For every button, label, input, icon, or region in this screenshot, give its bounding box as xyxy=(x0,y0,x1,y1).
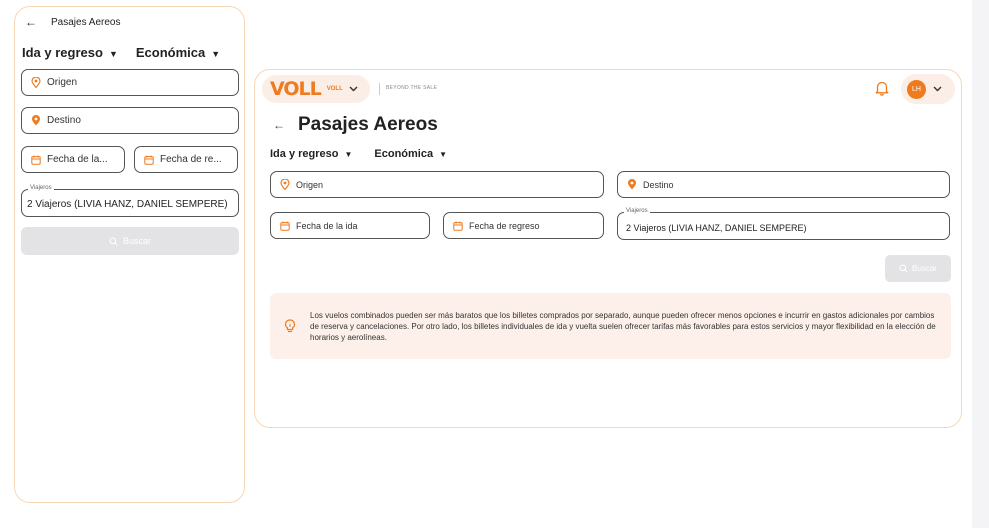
mobile-departure-placeholder: Fecha de la... xyxy=(47,154,108,165)
chevron-down-icon xyxy=(933,84,942,94)
mobile-header xyxy=(25,16,121,28)
mobile-trip-options xyxy=(22,45,220,60)
caret-down-icon: ▼ xyxy=(344,150,353,159)
page-title: Pasajes Aereos xyxy=(298,114,438,135)
travelers-value: 2 Viajeros (LIVIA HANZ, DANIEL SEMPERE) xyxy=(626,223,807,233)
mobile-return-date-field[interactable] xyxy=(134,146,238,173)
mobile-return-placeholder: Fecha de re... xyxy=(160,154,222,165)
mobile-search-label: Buscar xyxy=(122,236,151,246)
calendar-icon xyxy=(280,221,290,231)
mobile-preview-frame xyxy=(14,6,245,503)
origin-placeholder: Origen xyxy=(296,179,324,190)
mobile-cabin-class-label: Económica xyxy=(135,45,206,60)
destination-field[interactable] xyxy=(617,171,950,198)
info-banner xyxy=(270,293,951,359)
mobile-trip-type-label: Ida y regreso xyxy=(22,45,103,60)
mobile-origin-placeholder: Origen xyxy=(47,77,78,88)
destination-placeholder: Destino xyxy=(643,179,674,190)
mobile-departure-date-field[interactable] xyxy=(21,146,125,173)
mobile-cabin-class-select[interactable] xyxy=(136,45,220,60)
mobile-trip-type-select[interactable] xyxy=(22,45,118,60)
departure-date-field[interactable] xyxy=(270,212,430,239)
user-menu[interactable] xyxy=(901,74,955,104)
header-divider xyxy=(379,83,380,95)
lightbulb-icon xyxy=(270,319,310,333)
back-arrow-icon[interactable]: ← xyxy=(273,118,285,132)
brand-selector[interactable] xyxy=(262,75,370,103)
origin-field[interactable] xyxy=(270,171,604,198)
return-date-field[interactable] xyxy=(443,212,604,239)
bell-icon[interactable] xyxy=(875,80,889,96)
calendar-icon xyxy=(144,155,154,165)
desktop-preview-frame xyxy=(254,69,962,428)
calendar-icon xyxy=(31,155,41,165)
cabin-class-select[interactable] xyxy=(374,148,447,160)
location-filled-icon xyxy=(627,179,637,190)
mobile-destination-placeholder: Destino xyxy=(47,115,81,126)
cabin-class-label: Económica xyxy=(374,148,434,160)
departure-placeholder: Fecha de la ida xyxy=(296,220,358,231)
mobile-search-button[interactable] xyxy=(21,227,239,255)
right-scroll-strip xyxy=(972,0,989,528)
search-icon xyxy=(899,264,908,273)
return-placeholder: Fecha de regreso xyxy=(469,220,540,231)
trip-type-select[interactable] xyxy=(270,148,352,160)
chevron-down-icon xyxy=(349,84,358,94)
search-button[interactable] xyxy=(885,255,951,282)
brand-tagline: BEYOND THE SALE xyxy=(386,85,438,91)
desktop-trip-options xyxy=(270,148,447,160)
mobile-destination-field[interactable] xyxy=(21,107,239,134)
location-filled-icon xyxy=(31,115,41,126)
back-arrow-icon[interactable]: ← xyxy=(25,15,37,29)
caret-down-icon: ▼ xyxy=(211,49,221,59)
search-label: Buscar xyxy=(912,264,937,273)
caret-down-icon: ▼ xyxy=(439,150,448,159)
mobile-travelers-field[interactable] xyxy=(21,185,239,217)
brand-selector-label: VOLL xyxy=(326,86,343,92)
search-icon xyxy=(109,237,118,246)
mobile-header-title: Pasajes Aereos xyxy=(51,16,121,28)
caret-down-icon: ▼ xyxy=(108,49,118,59)
trip-type-label: Ida y regreso xyxy=(270,148,339,160)
calendar-icon xyxy=(453,221,463,231)
travelers-label: Viajeros xyxy=(626,208,648,214)
info-banner-text: Los vuelos combinados pueden ser más baratos que los billetes comprados por separado, aunque pueden ofrecer menos opciones e incurrir en gastos adicionales por cambios de reserva y cancelaciones. Por otro lado, los billetes individuales de ida y vuelta suelen ofrecer tarifas más favorables para estos servicios y mayor flexibilidad en la elección de horarios y aerolíneas. xyxy=(310,310,936,342)
mobile-travelers-label: Viajeros xyxy=(30,185,52,191)
location-outline-icon xyxy=(31,77,41,88)
location-outline-icon xyxy=(280,179,290,190)
avatar: LH xyxy=(907,80,926,99)
travelers-field[interactable] xyxy=(617,208,950,240)
mobile-origin-field[interactable] xyxy=(21,69,239,96)
brand-logo: VOLL xyxy=(270,78,321,100)
mobile-travelers-value: 2 Viajeros (LIVIA HANZ, DANIEL SEMPERE) xyxy=(27,199,228,210)
